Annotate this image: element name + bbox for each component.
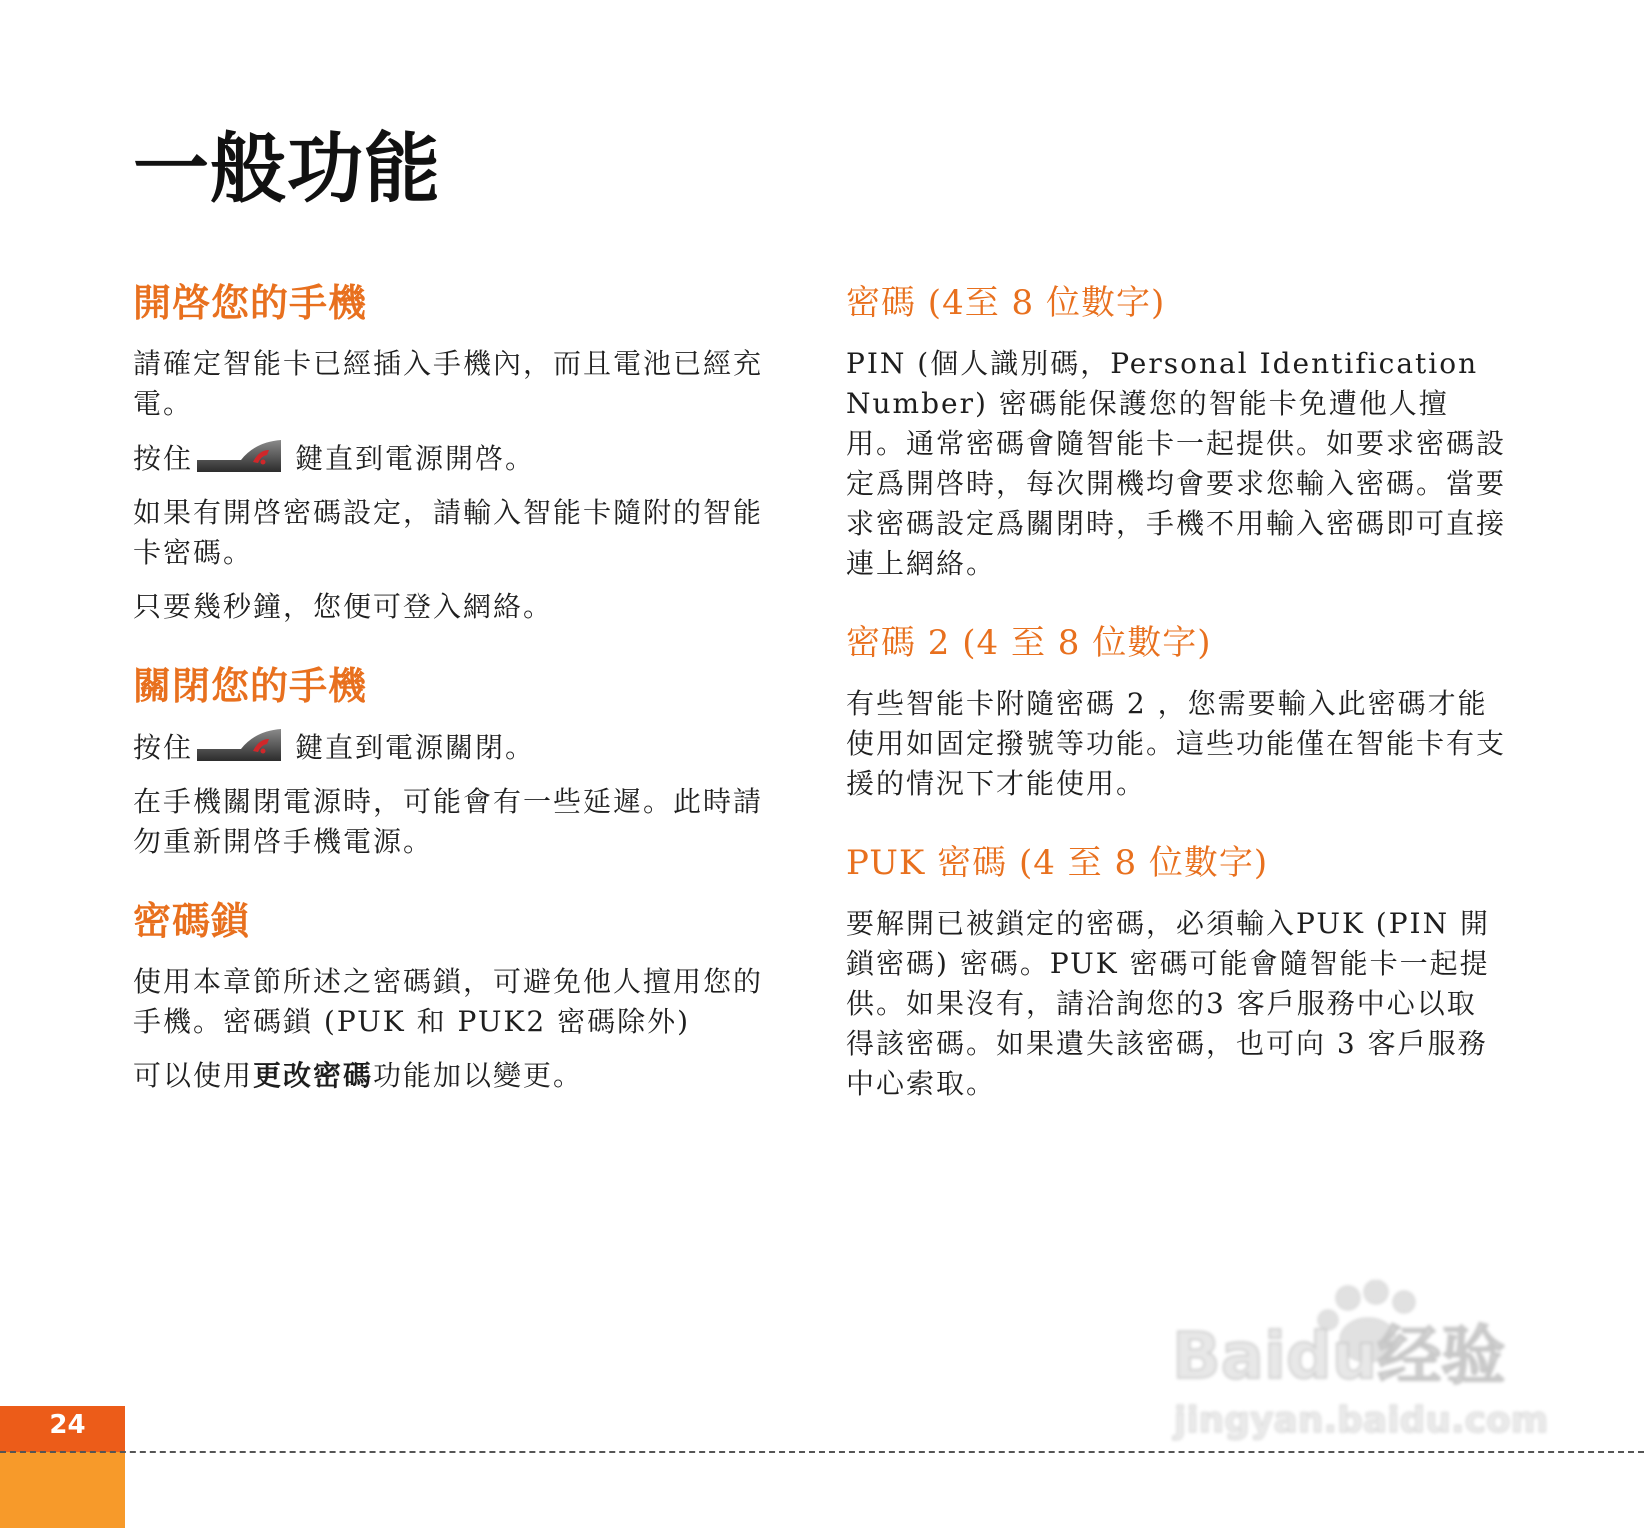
section-heading: 開啓您的手機: [133, 281, 368, 325]
section-heading: 密碼 (4至 8 位數字): [846, 283, 1166, 323]
paragraph: PIN (個人識別碼，Personal Identification Number) 密碼能保護您的智能卡免遭他人擅用。通常密碼會隨智能卡一起提供。如要求密碼設定爲開啓時，每次開機均會要求您輸入密碼。當要求密碼設定爲關閉時，手機不用輸入密碼即可直接連上網絡。: [846, 347, 1507, 580]
section-lock: [133, 896, 788, 1096]
baidu-watermark: [1168, 1280, 1588, 1460]
end-call-key-icon: [195, 727, 283, 763]
paragraph: 只要幾秒鐘，您便可登入網絡。: [133, 590, 554, 623]
page-number: 24: [49, 1410, 86, 1440]
end-call-key-icon: [195, 438, 283, 474]
paragraph: 要解開已被鎖定的密碼，必須輸入PUK (PIN 開鎖密碼) 密碼。PUK 密碼可能會隨智能卡一起提供。如果沒有，請洽詢您的3 客戶服務中心以取得該密碼。如果遺失該密碼，也可向 3 客戶服務中心索取。: [846, 907, 1490, 1100]
menu-name: 更改密碼: [253, 1059, 374, 1092]
watermark-url: jingyan.baidu.com: [1174, 1400, 1549, 1441]
right-column: [846, 278, 1506, 1138]
section-turn-on: [133, 278, 788, 627]
section-pin: [846, 278, 1506, 584]
page-title: 一般功能: [133, 124, 441, 213]
section-heading: PUK 密碼 (4 至 8 位數字): [846, 843, 1269, 883]
section-heading: 密碼 2 (4 至 8 位數字): [846, 623, 1212, 663]
left-column: [133, 278, 788, 1130]
text: 功能加以變更。: [373, 1059, 584, 1092]
press-instruction: [133, 727, 788, 768]
paragraph: [133, 1056, 788, 1096]
paragraph: 如果有開啓密碼設定，請輸入智能卡隨附的智能卡密碼。: [133, 496, 764, 569]
paragraph: 在手機關閉電源時，可能會有一些延遲。此時請勿重新開啓手機電源。: [133, 785, 764, 858]
section-heading: 關閉您的手機: [133, 664, 368, 708]
text: 可以使用: [133, 1059, 254, 1092]
watermark-brand: Baidu经验: [1172, 1320, 1506, 1394]
section-puk: [846, 838, 1506, 1104]
paragraph: 使用本章節所述之密碼鎖，可避免他人擅用您的手機。密碼鎖 (PUK 和 PUK2 密碼除外): [133, 965, 764, 1038]
section-pin2: [846, 618, 1506, 804]
section-heading: 密碼鎖: [133, 899, 251, 943]
press-suffix: 鍵直到電源開啓。: [295, 442, 536, 475]
footer-divider: [0, 1451, 1644, 1453]
paragraph: 請確定智能卡已經插入手機內，而且電池已經充電。: [133, 347, 764, 420]
press-suffix: 鍵直到電源關閉。: [295, 731, 536, 764]
paragraph: 有些智能卡附隨密碼 2 ，您需要輸入此密碼才能使用如固定撥號等功能。這些功能僅在智能卡有支援的情況下才能使用。: [846, 687, 1507, 800]
press-instruction: [133, 438, 788, 479]
section-turn-off: [133, 661, 788, 862]
press-prefix: 按住: [133, 731, 194, 764]
press-prefix: 按住: [133, 442, 194, 475]
